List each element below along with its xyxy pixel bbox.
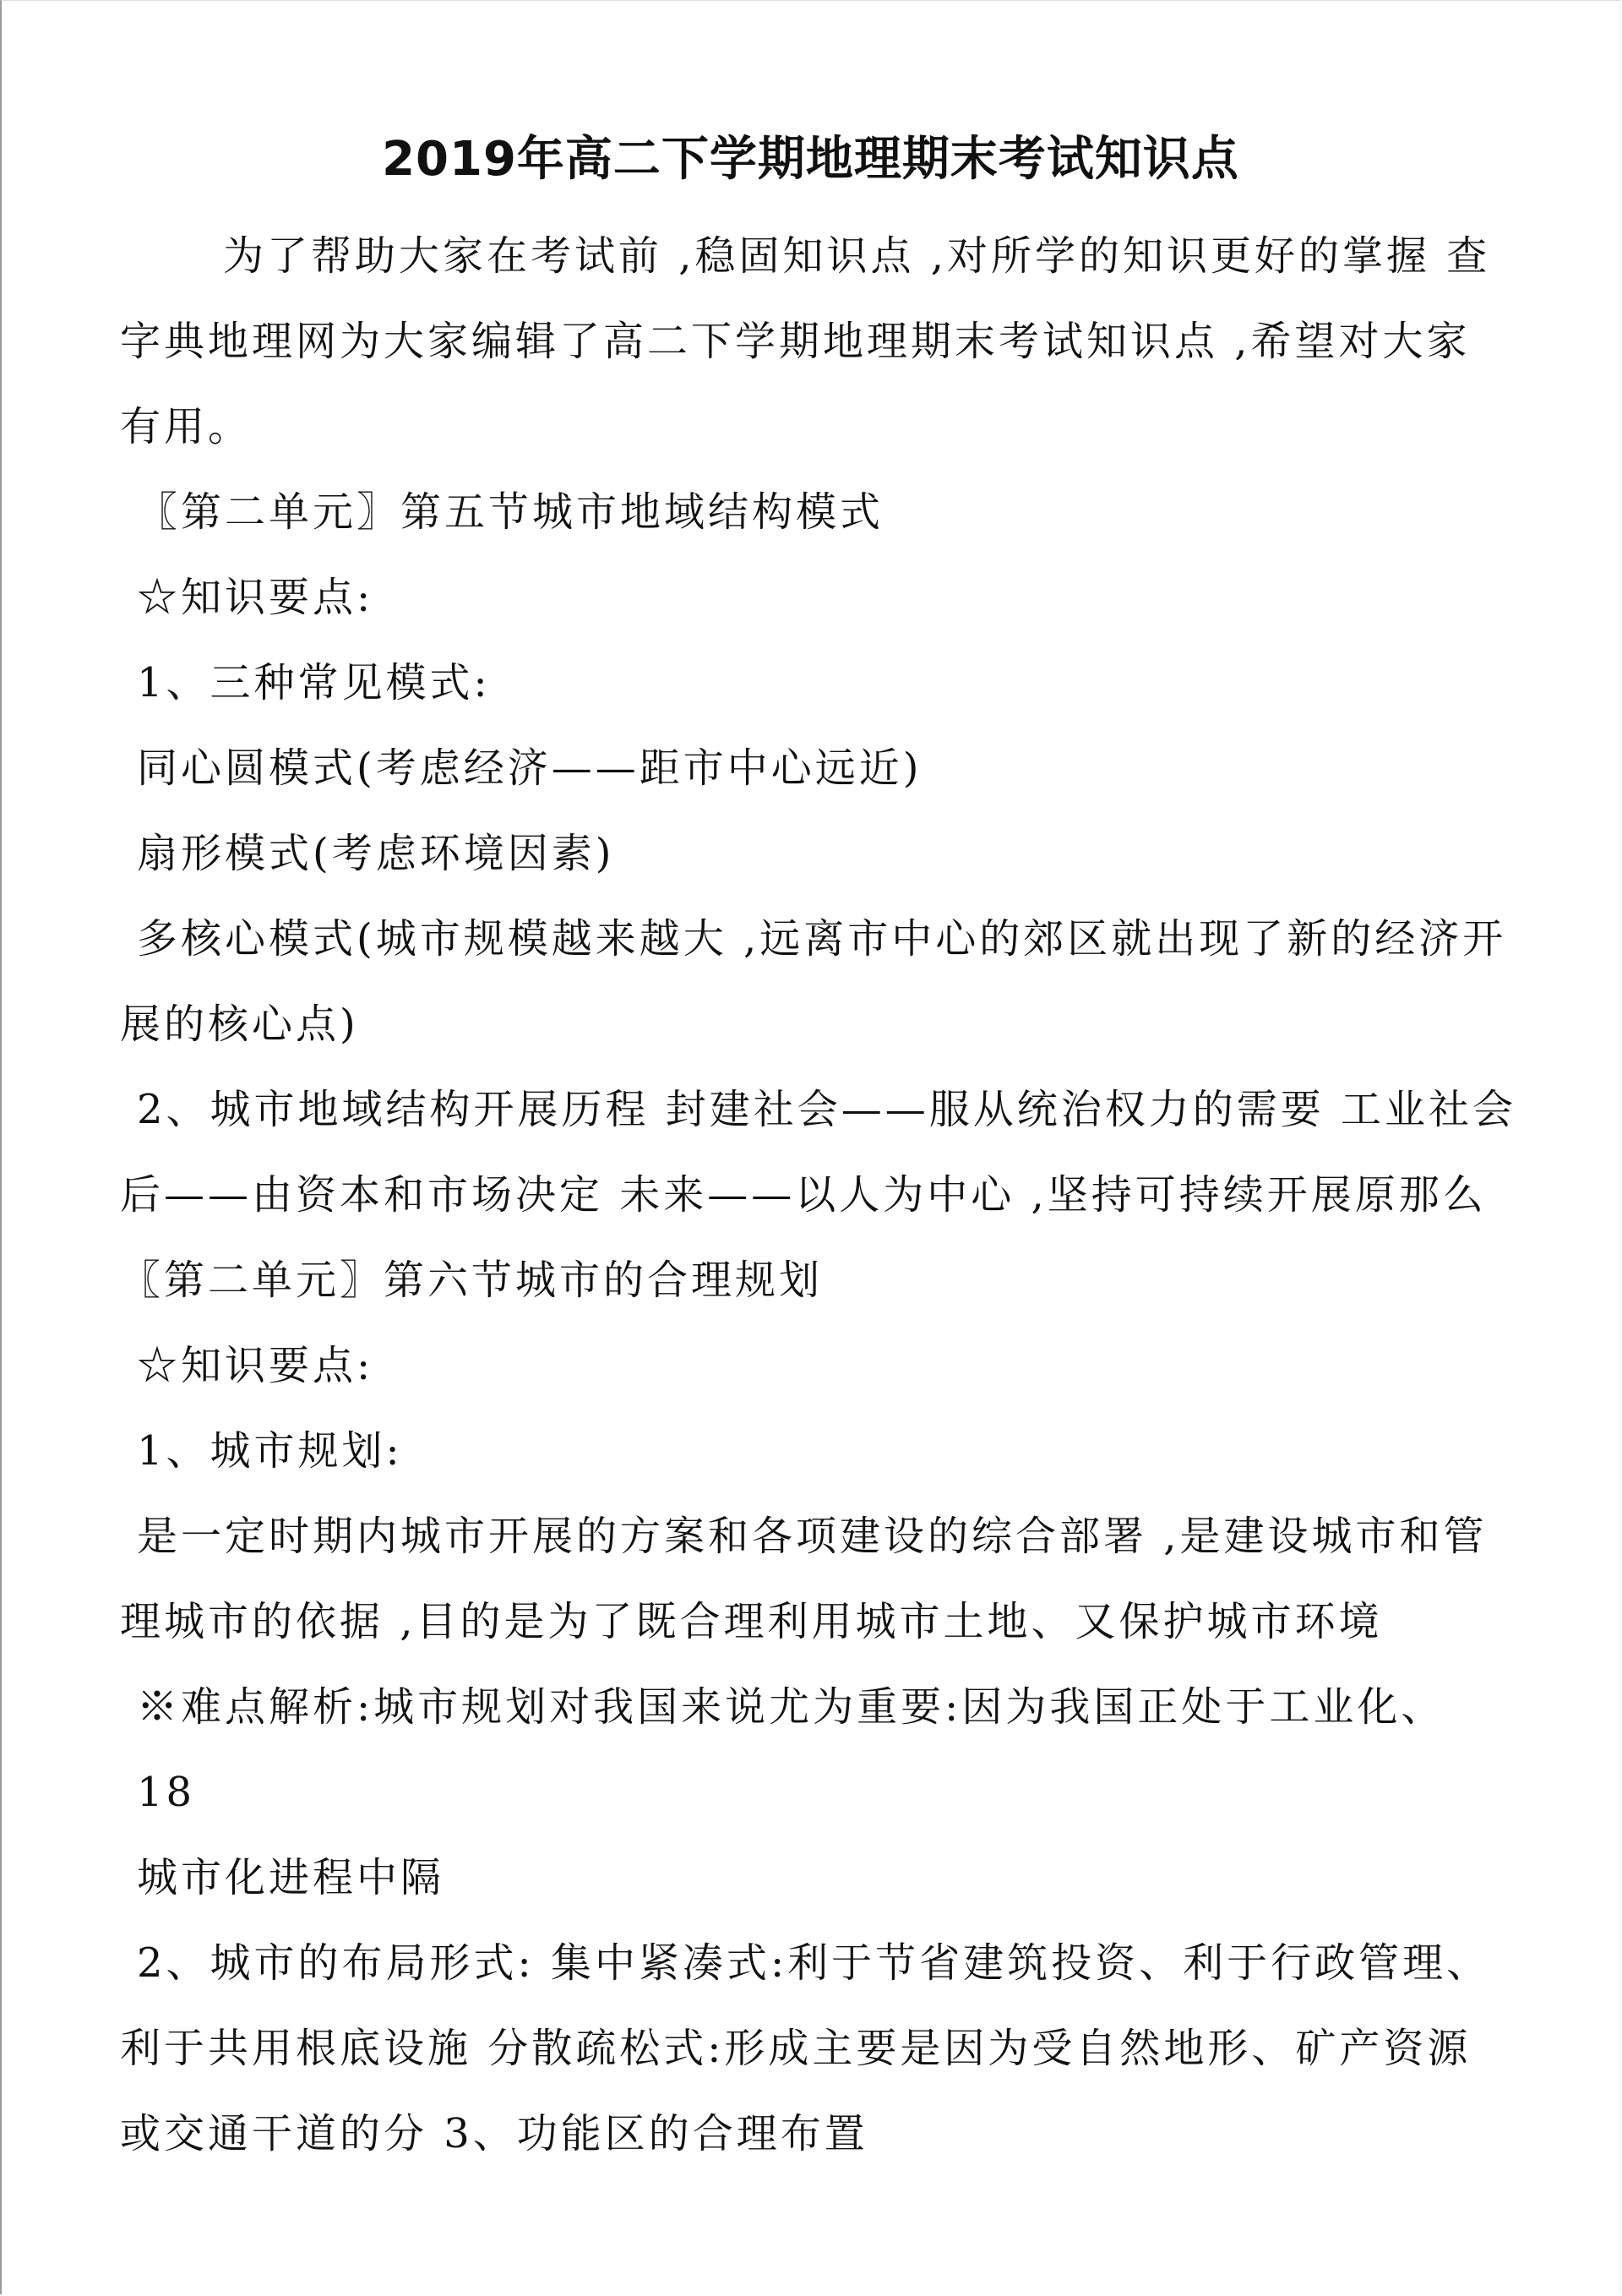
paragraph-line: 为了帮助大家在考试前 ,稳固知识点 ,对所学的知识更好的掌握 查 — [223, 232, 1491, 280]
page-number-text: 18 — [137, 1769, 196, 1816]
paragraph-line: 或交通干道的分 3、功能区的合理布置 — [120, 2110, 868, 2157]
paragraph-line: 利于共用根底设施 分散疏松式:形成主要是因为受自然地形、矿产资源 — [120, 2025, 1472, 2072]
difficulty-note: ※难点解析:城市规划对我国来说尤为重要:因为我国正处于工业化、 — [137, 1683, 1445, 1731]
numbered-item: 1、三种常见模式: — [137, 659, 491, 706]
paragraph-line: 多核心模式(城市规模越来越大 ,远离市中心的郊区就出现了新的经济开 — [137, 915, 1507, 963]
paragraph-line: 有用。 — [120, 403, 253, 450]
numbered-item: 2、城市地域结构开展历程 封建社会——服从统治权力的需要 工业社会 — [137, 1086, 1517, 1133]
section-heading: 〖第二单元〗第五节城市地域结构模式 — [137, 488, 884, 536]
paragraph-line: 同心圆模式(考虑经济——距市中心远近) — [137, 744, 923, 792]
numbered-item: 2、城市的布局形式: 集中紧凑式:利于节省建筑投资、利于行政管理、 — [137, 1939, 1491, 1987]
knowledge-points-heading: ☆知识要点: — [137, 574, 374, 621]
numbered-item: 1、城市规划: — [137, 1427, 403, 1475]
document-title: 2019年高二下学期地理期末考试知识点 — [382, 132, 1239, 187]
paragraph-line: 城市化进程中隔 — [137, 1854, 445, 1901]
document-body — [120, 214, 1517, 2177]
paragraph-line: 是一定时期内城市开展的方案和各项建设的综合部署 ,是建设城市和管 — [137, 1513, 1488, 1560]
paragraph-line: 理城市的依据 ,目的是为了既合理利用城市土地、又保护城市环境 — [120, 1598, 1383, 1645]
paragraph-line: 后——由资本和市场决定 未来——以人为中心 ,坚持可持续开展原那么 — [120, 1171, 1487, 1219]
section-heading: 〖第二单元〗第六节城市的合理规划 — [120, 1257, 824, 1304]
knowledge-points-heading: ☆知识要点: — [137, 1342, 374, 1389]
paragraph-line: 扇形模式(考虑环境因素) — [137, 830, 615, 877]
paragraph-line: 展的核心点) — [120, 1001, 359, 1048]
paragraph-line: 字典地理网为大家编辑了高二下学期地理期末考试知识点 ,希望对大家 — [120, 318, 1471, 365]
